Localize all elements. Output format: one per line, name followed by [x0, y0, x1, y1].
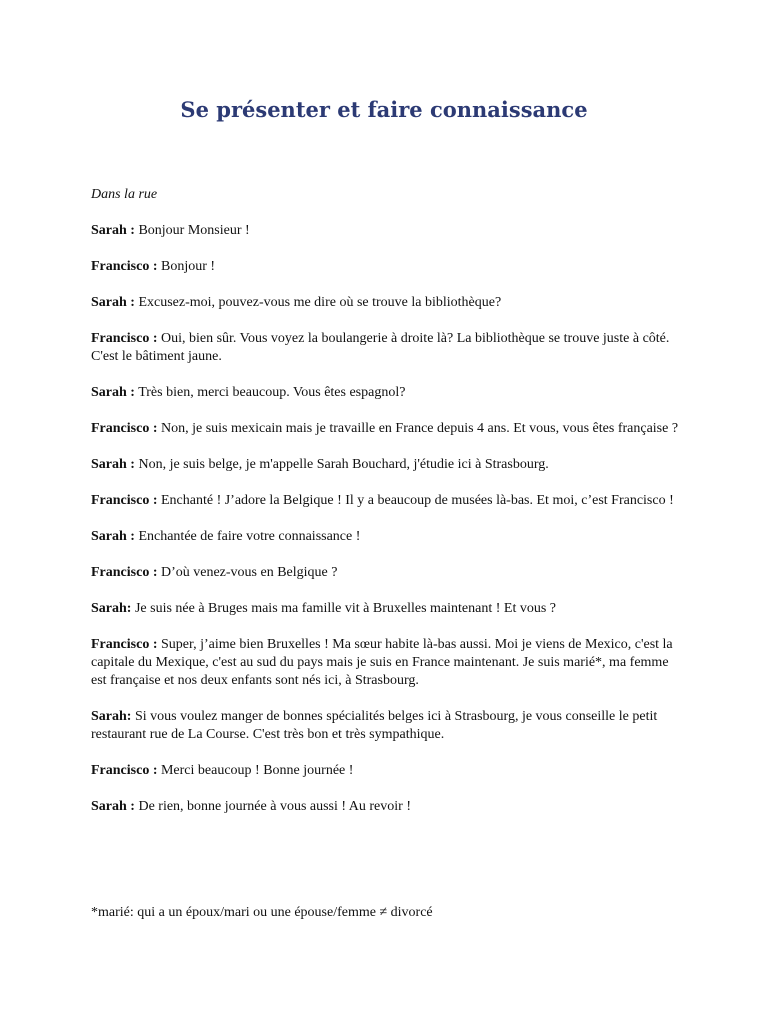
speaker-name: Sarah :	[91, 385, 135, 400]
dialogue-text: Bonjour !	[160, 259, 216, 274]
speaker-name: Francisco :	[91, 259, 158, 274]
dialogue-line	[91, 798, 681, 816]
dialogue-text: Super, j’aime bien Bruxelles ! Ma sœur habite là-bas aussi. Moi je viens de Mexico, c'est la capitale du Mexique, c'est au sud du pays mais je suis en France maintenant. Je suis marié*, ma femme est française et nos deux enfants sont nés ici, à Strasbourg.	[91, 637, 673, 688]
speaker-name: Francisco :	[91, 493, 158, 508]
speaker-name: Sarah :	[91, 223, 135, 238]
dialogue-text: Très bien, merci beaucoup. Vous êtes espagnol?	[138, 385, 406, 400]
speaker-name: Sarah:	[91, 709, 132, 724]
dialogue-line	[91, 492, 681, 510]
dialogue-text: De rien, bonne journée à vous aussi ! Au revoir !	[138, 799, 411, 814]
dialogue-line	[91, 222, 681, 240]
dialogue-line	[91, 600, 681, 618]
dialogue-line	[91, 384, 681, 402]
speaker-name: Francisco :	[91, 565, 158, 580]
speaker-name: Sarah:	[91, 601, 132, 616]
dialogue-line	[91, 258, 681, 276]
dialogue-line	[91, 294, 681, 312]
dialogue-text: Enchantée de faire votre connaissance !	[138, 529, 361, 544]
dialogue-line	[91, 762, 681, 780]
dialogue-text: Enchanté ! J’adore la Belgique ! Il y a beaucoup de musées là-bas. Et moi, c’est Francisco !	[160, 493, 674, 508]
dialogue-text: Bonjour Monsieur !	[138, 223, 250, 238]
footnote: *marié: qui a un époux/mari ou une épouse/femme ≠ divorcé	[91, 905, 433, 920]
dialogue-line	[91, 420, 681, 438]
speaker-name: Francisco :	[91, 763, 158, 778]
dialogue-line	[91, 456, 681, 474]
dialogue-text: Merci beaucoup ! Bonne journée !	[160, 763, 354, 778]
dialogue-text: Oui, bien sûr. Vous voyez la boulangerie à droite là? La bibliothèque se trouve juste à côté. C'est le bâtiment jaune.	[91, 331, 670, 364]
speaker-name: Sarah :	[91, 295, 135, 310]
speaker-name: Francisco :	[91, 637, 158, 652]
dialogue-line	[91, 330, 681, 366]
dialogue-text: Si vous voulez manger de bonnes spécialités belges ici à Strasbourg, je vous conseille le petit restaurant rue de La Course. C'est très bon et très sympathique.	[91, 709, 658, 742]
speaker-name: Sarah :	[91, 799, 135, 814]
dialogue-line	[91, 564, 681, 582]
dialogue-text: Non, je suis belge, je m'appelle Sarah Bouchard, j'étudie ici à Strasbourg.	[138, 457, 549, 472]
dialogue-text: Excusez-moi, pouvez-vous me dire où se trouve la bibliothèque?	[138, 295, 502, 310]
dialogue-text: D’où venez-vous en Belgique ?	[160, 565, 338, 580]
speaker-name: Sarah :	[91, 457, 135, 472]
dialogue-line	[91, 708, 681, 744]
speaker-name: Sarah :	[91, 529, 135, 544]
dialogue-line	[91, 528, 681, 546]
page-title: Se présenter et faire connaissance	[180, 97, 588, 122]
scene-label: Dans la rue	[91, 187, 158, 202]
dialogue-body	[91, 186, 681, 834]
dialogue-text: Je suis née à Bruges mais ma famille vit à Bruxelles maintenant ! Et vous ?	[134, 601, 557, 616]
speaker-name: Francisco :	[91, 331, 158, 346]
dialogue-line	[91, 636, 681, 690]
dialogue-text: Non, je suis mexicain mais je travaille en France depuis 4 ans. Et vous, vous êtes française ?	[160, 421, 679, 436]
speaker-name: Francisco :	[91, 421, 158, 436]
